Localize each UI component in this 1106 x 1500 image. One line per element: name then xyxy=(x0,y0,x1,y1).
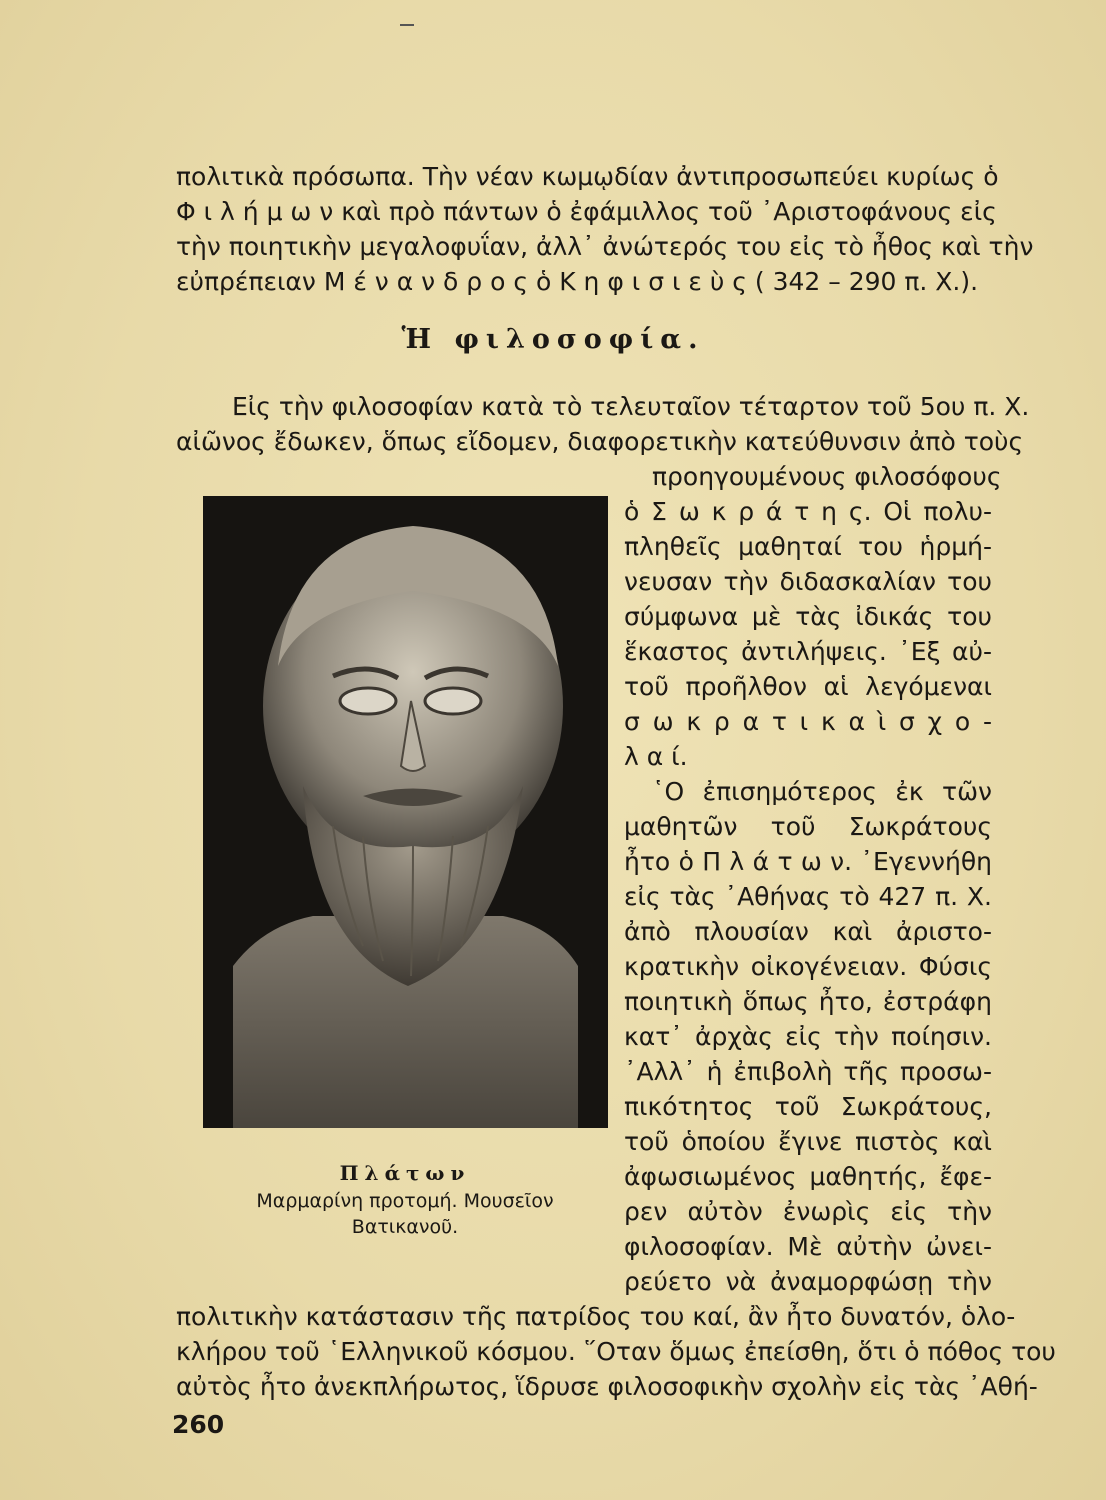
page-mark xyxy=(400,24,414,26)
text-line: εἰς τὰς ᾿Αθήνας τὸ 427 π. Χ. xyxy=(624,882,992,911)
text-line: ρεν αὐτὸν ἐνωρὶς εἰς τὴν xyxy=(624,1197,992,1226)
text-line: ᾿Αλλ᾿ ἡ ἐπιβολὴ τῆς προσω- xyxy=(624,1057,992,1086)
text-line: προηγουμένους φιλοσόφους xyxy=(652,462,1002,491)
text-line: ῾Ο ἐπισημότερος ἐκ τῶν xyxy=(652,777,992,806)
text-line: κατ᾿ ἀρχὰς εἰς τὴν ποίησιν. xyxy=(624,1022,992,1051)
text-line: ρεύετο νὰ ἀναμορφώσῃ τὴν xyxy=(624,1267,992,1296)
text-line: σύμφωνα μὲ τὰς ἰδικάς του xyxy=(624,602,992,631)
text-line: Φ ι λ ή μ ω ν καὶ πρὸ πάντων ὁ ἐφάμιλλος τοῦ ᾿Αριστοφάνους εἰς xyxy=(176,197,997,226)
text-line: τὴν ποιητικὴν μεγαλοφυΐαν, ἀλλ᾿ ἀνώτερός του εἰς τὸ ἦθος καὶ τὴν xyxy=(176,232,1034,261)
section-heading: Ἡ φιλοσοφία. xyxy=(401,324,705,355)
page-number: 260 xyxy=(172,1410,225,1439)
text-line: τοῦ προῆλθον αἱ λεγόμεναι xyxy=(624,672,992,701)
text-line: λ α ί. xyxy=(624,742,688,771)
text-line: Εἰς τὴν φιλοσοφίαν κατὰ τὸ τελευταῖον τέταρτον τοῦ 5ου π. Χ. xyxy=(232,392,1030,421)
text-line: φιλοσοφίαν. Μὲ αὐτὴν ὠνει- xyxy=(624,1232,992,1261)
bust-illustration xyxy=(203,496,608,1128)
text-line: ἕκαστος ἀντιλήψεις. ᾿Εξ αὐ- xyxy=(624,637,992,666)
text-line: τοῦ ὁποίου ἔγινε πιστὸς καὶ xyxy=(624,1127,992,1156)
text-line: πληθεῖς μαθηταί του ἡρμή- xyxy=(624,532,992,561)
text-line: εὐπρέπειαν Μ έ ν α ν δ ρ ο ς ὁ Κ η φ ι σ ι ε ὺ ς ( 342 – 290 π. Χ.). xyxy=(176,267,979,296)
text-line: μαθητῶν τοῦ Σωκράτους xyxy=(624,812,992,841)
text-line: αὐτὸς ἦτο ἀνεκπλήρωτος, ἵδρυσε φιλοσοφικὴν σχολὴν εἰς τὰς ᾿Αθή- xyxy=(176,1372,1038,1401)
text-line: σ ω κ ρ α τ ι κ α ὶ σ χ ο - xyxy=(624,707,992,736)
caption-line: Βατικανοῦ. xyxy=(351,1216,459,1238)
text-line: ὁ Σ ω κ ρ ά τ η ς. Οἱ πολυ- xyxy=(624,497,992,526)
text-line: ἀφωσιωμένος μαθητής, ἔφε- xyxy=(624,1162,992,1191)
text-line: κρατικὴν οἰκογένειαν. Φύσις xyxy=(624,952,992,981)
text-line: πολιτικὴν κατάστασιν τῆς πατρίδος του καί, ἂν ἦτο δυνατόν, ὁλο- xyxy=(176,1302,1016,1331)
text-line: κλήρου τοῦ ῾Ελληνικοῦ κόσμου. ῞Οταν ὅμως ἐπείσθη, ὅτι ὁ πόθος του xyxy=(176,1337,1056,1366)
plato-bust-photo xyxy=(203,496,608,1128)
text-line: νευσαν τὴν διδασκαλίαν του xyxy=(624,567,992,596)
text-line: αἰῶνος ἔδωκεν, ὅπως εἴδομεν, διαφορετικὴν κατεύθυνσιν ἀπὸ τοὺς xyxy=(176,427,1024,456)
text-line: ἦτο ὁ Π λ ά τ ω ν. ᾿Εγεννήθη xyxy=(624,847,992,876)
text-line: πικότητος τοῦ Σωκράτους, xyxy=(624,1092,992,1121)
caption-line: Μαρμαρίνη προτομή. Μουσεῖον xyxy=(256,1190,554,1212)
text-line: ἀπὸ πλουσίαν καὶ ἀριστο- xyxy=(624,917,992,946)
text-line: ποιητικὴ ὅπως ἦτο, ἐστράφη xyxy=(624,987,992,1016)
text-line: πολιτικὰ πρόσωπα. Τὴν νέαν κωμῳδίαν ἀντιπροσωπεύει κυρίως ὁ xyxy=(176,162,999,191)
caption-title: Πλάτων xyxy=(339,1161,471,1185)
